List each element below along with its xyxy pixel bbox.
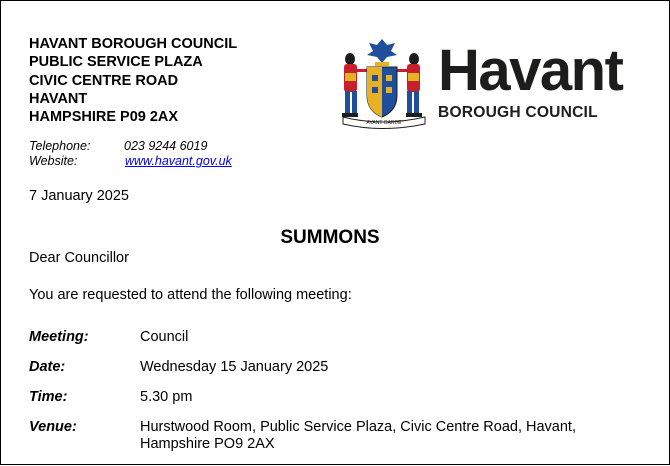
wordmark-subtitle: BOROUGH COUNCIL xyxy=(438,104,598,121)
website-label: Website: xyxy=(29,154,78,168)
venue-label: Venue: xyxy=(29,419,77,435)
meeting-details xyxy=(29,329,649,466)
meeting-value: Council xyxy=(140,329,189,345)
website-row xyxy=(29,154,232,169)
date-row xyxy=(29,359,649,376)
summons-heading: SUMMONS xyxy=(280,227,380,248)
wordmark-title: Havant xyxy=(438,38,623,103)
time-row xyxy=(29,389,649,406)
meeting-row xyxy=(29,329,649,346)
website-link[interactable]: www.havant.gov.uk xyxy=(125,154,232,168)
motto-scroll xyxy=(343,117,425,129)
motto-text: AVANT GARDE xyxy=(366,120,402,126)
address-line: CIVIC CENTRE ROAD xyxy=(29,72,179,89)
right-supporter-icon xyxy=(397,53,422,117)
date-label: Date: xyxy=(29,359,66,375)
request-text: You are requested to attend the following meeting: xyxy=(29,287,352,303)
address-line: HAVANT BOROUGH COUNCIL xyxy=(29,36,238,52)
address-line: HAVANT xyxy=(29,90,88,107)
council-address xyxy=(29,35,237,126)
contact-details xyxy=(29,139,232,169)
address-line: PUBLIC SERVICE PLAZA xyxy=(29,54,203,71)
date-value: Wednesday 15 January 2025 xyxy=(140,359,329,375)
havant-wordmark xyxy=(438,38,623,121)
shield-icon xyxy=(367,67,397,117)
time-value: 5.30 pm xyxy=(140,389,193,405)
venue-row xyxy=(29,419,649,453)
venue-value: Hurstwood Room, Public Service Plaza, Civic Centre Road, Havant, Hampshire PO9 2AX xyxy=(140,419,576,452)
salutation: Dear Councillor xyxy=(29,250,129,266)
eagle-icon xyxy=(367,39,397,66)
telephone-number: 023 9244 6019 xyxy=(124,139,208,153)
address-line: HAMPSHIRE P09 2AX xyxy=(29,109,179,126)
telephone-row xyxy=(29,139,232,154)
letter-date: 7 January 2025 xyxy=(29,188,129,204)
left-supporter-icon xyxy=(342,53,367,117)
meeting-label: Meeting: xyxy=(29,329,89,345)
telephone-label: Telephone: xyxy=(29,139,91,153)
time-label: Time: xyxy=(29,389,68,405)
